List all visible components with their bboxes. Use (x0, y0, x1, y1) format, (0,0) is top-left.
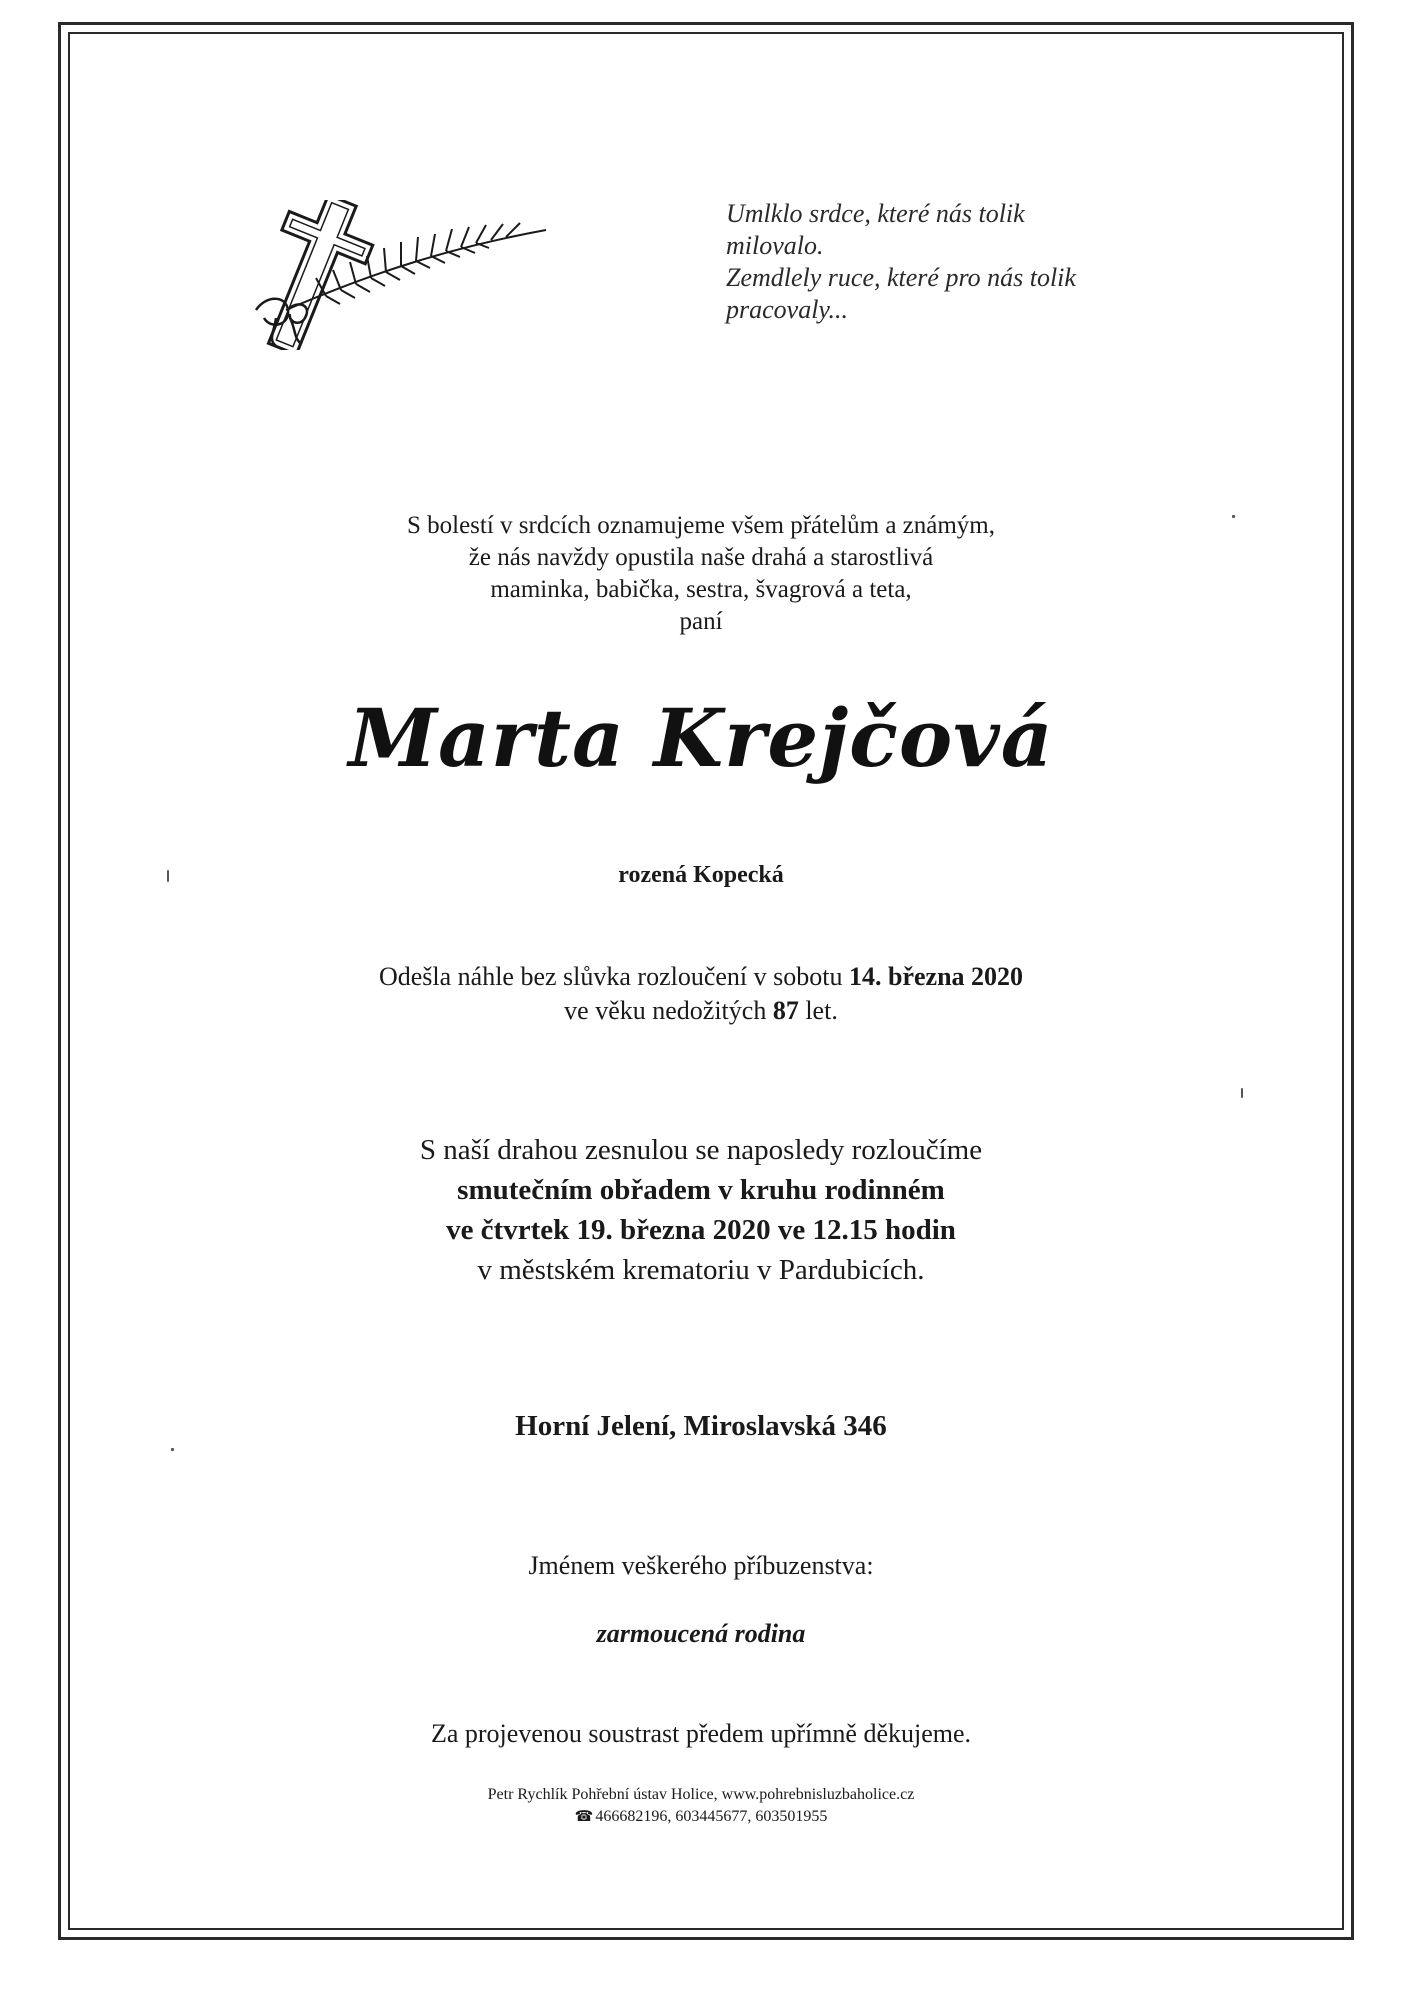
announcement (0, 510, 1402, 638)
scan-speck (1241, 1088, 1243, 1098)
death-info (0, 960, 1402, 1028)
ceremony-line: smutečním obřadem v kruhu rodinném (457, 1174, 945, 1206)
announcement-line: paní (679, 608, 723, 635)
death-age-line (0, 994, 1402, 1028)
announcement-line: maminka, babička, sestra, švagrová a teta, (490, 576, 912, 603)
announcement-line: S bolestí v srdcích oznamujeme všem přátelům a známým, (406, 512, 996, 539)
footer-phones: 466682196, 603445677, 603501955 (595, 1808, 828, 1825)
death-age-prefix: ve věku nedožitých (564, 996, 773, 1025)
poem-line: Zemdlely ruce, které pro nás tolik (726, 263, 1076, 292)
announcement-line: že nás navždy opustila naše drahá a starostlivá (468, 544, 934, 571)
scan-speck (1232, 515, 1235, 518)
ceremony-line: S naší drahou zesnulou se naposledy rozloučíme (419, 1134, 983, 1166)
death-date-line (0, 960, 1402, 994)
death-age: 87 (772, 996, 799, 1025)
footer-phones-line (0, 1806, 1402, 1828)
scan-speck (167, 870, 169, 882)
footer-company: Petr Rychlík Pohřební ústav Holice, www.pohrebnisluzbaholice.cz (487, 1786, 915, 1803)
cross-with-palm-icon (246, 200, 576, 350)
poem-line: Umlklo srdce, které nás tolik (726, 199, 1025, 228)
death-date-prefix: Odešla náhle bez slůvka rozloučení v sobotu (378, 962, 849, 991)
funeral-service-footer (0, 1784, 1402, 1828)
death-age-suffix: let. (798, 996, 838, 1025)
ceremony-location: v městském krematoriu v Pardubicích. (477, 1254, 925, 1286)
family-signature: zarmoucená rodina (596, 1619, 806, 1648)
thanks-text: Za projevenou soustrast předem upřímně děkujeme. (430, 1719, 972, 1748)
poem-line: pracovaly... (726, 295, 849, 324)
deceased-name: Marta Krejčová (348, 691, 1054, 785)
maiden-name: rozená Kopecká (618, 862, 784, 888)
address: Horní Jelení, Miroslavská 346 (515, 1410, 887, 1442)
death-date: 14. března 2020 (848, 962, 1024, 991)
scan-speck (171, 1448, 174, 1451)
poem (726, 198, 1196, 326)
poem-line: milovalo. (726, 231, 824, 260)
behalf-text: Jménem veškerého příbuzenstva: (528, 1551, 874, 1580)
phone-icon: ☎ (574, 1809, 594, 1825)
ceremony-info (0, 1130, 1402, 1290)
ceremony-datetime: ve čtvrtek 19. března 2020 ve 12.15 hodin (446, 1214, 956, 1246)
